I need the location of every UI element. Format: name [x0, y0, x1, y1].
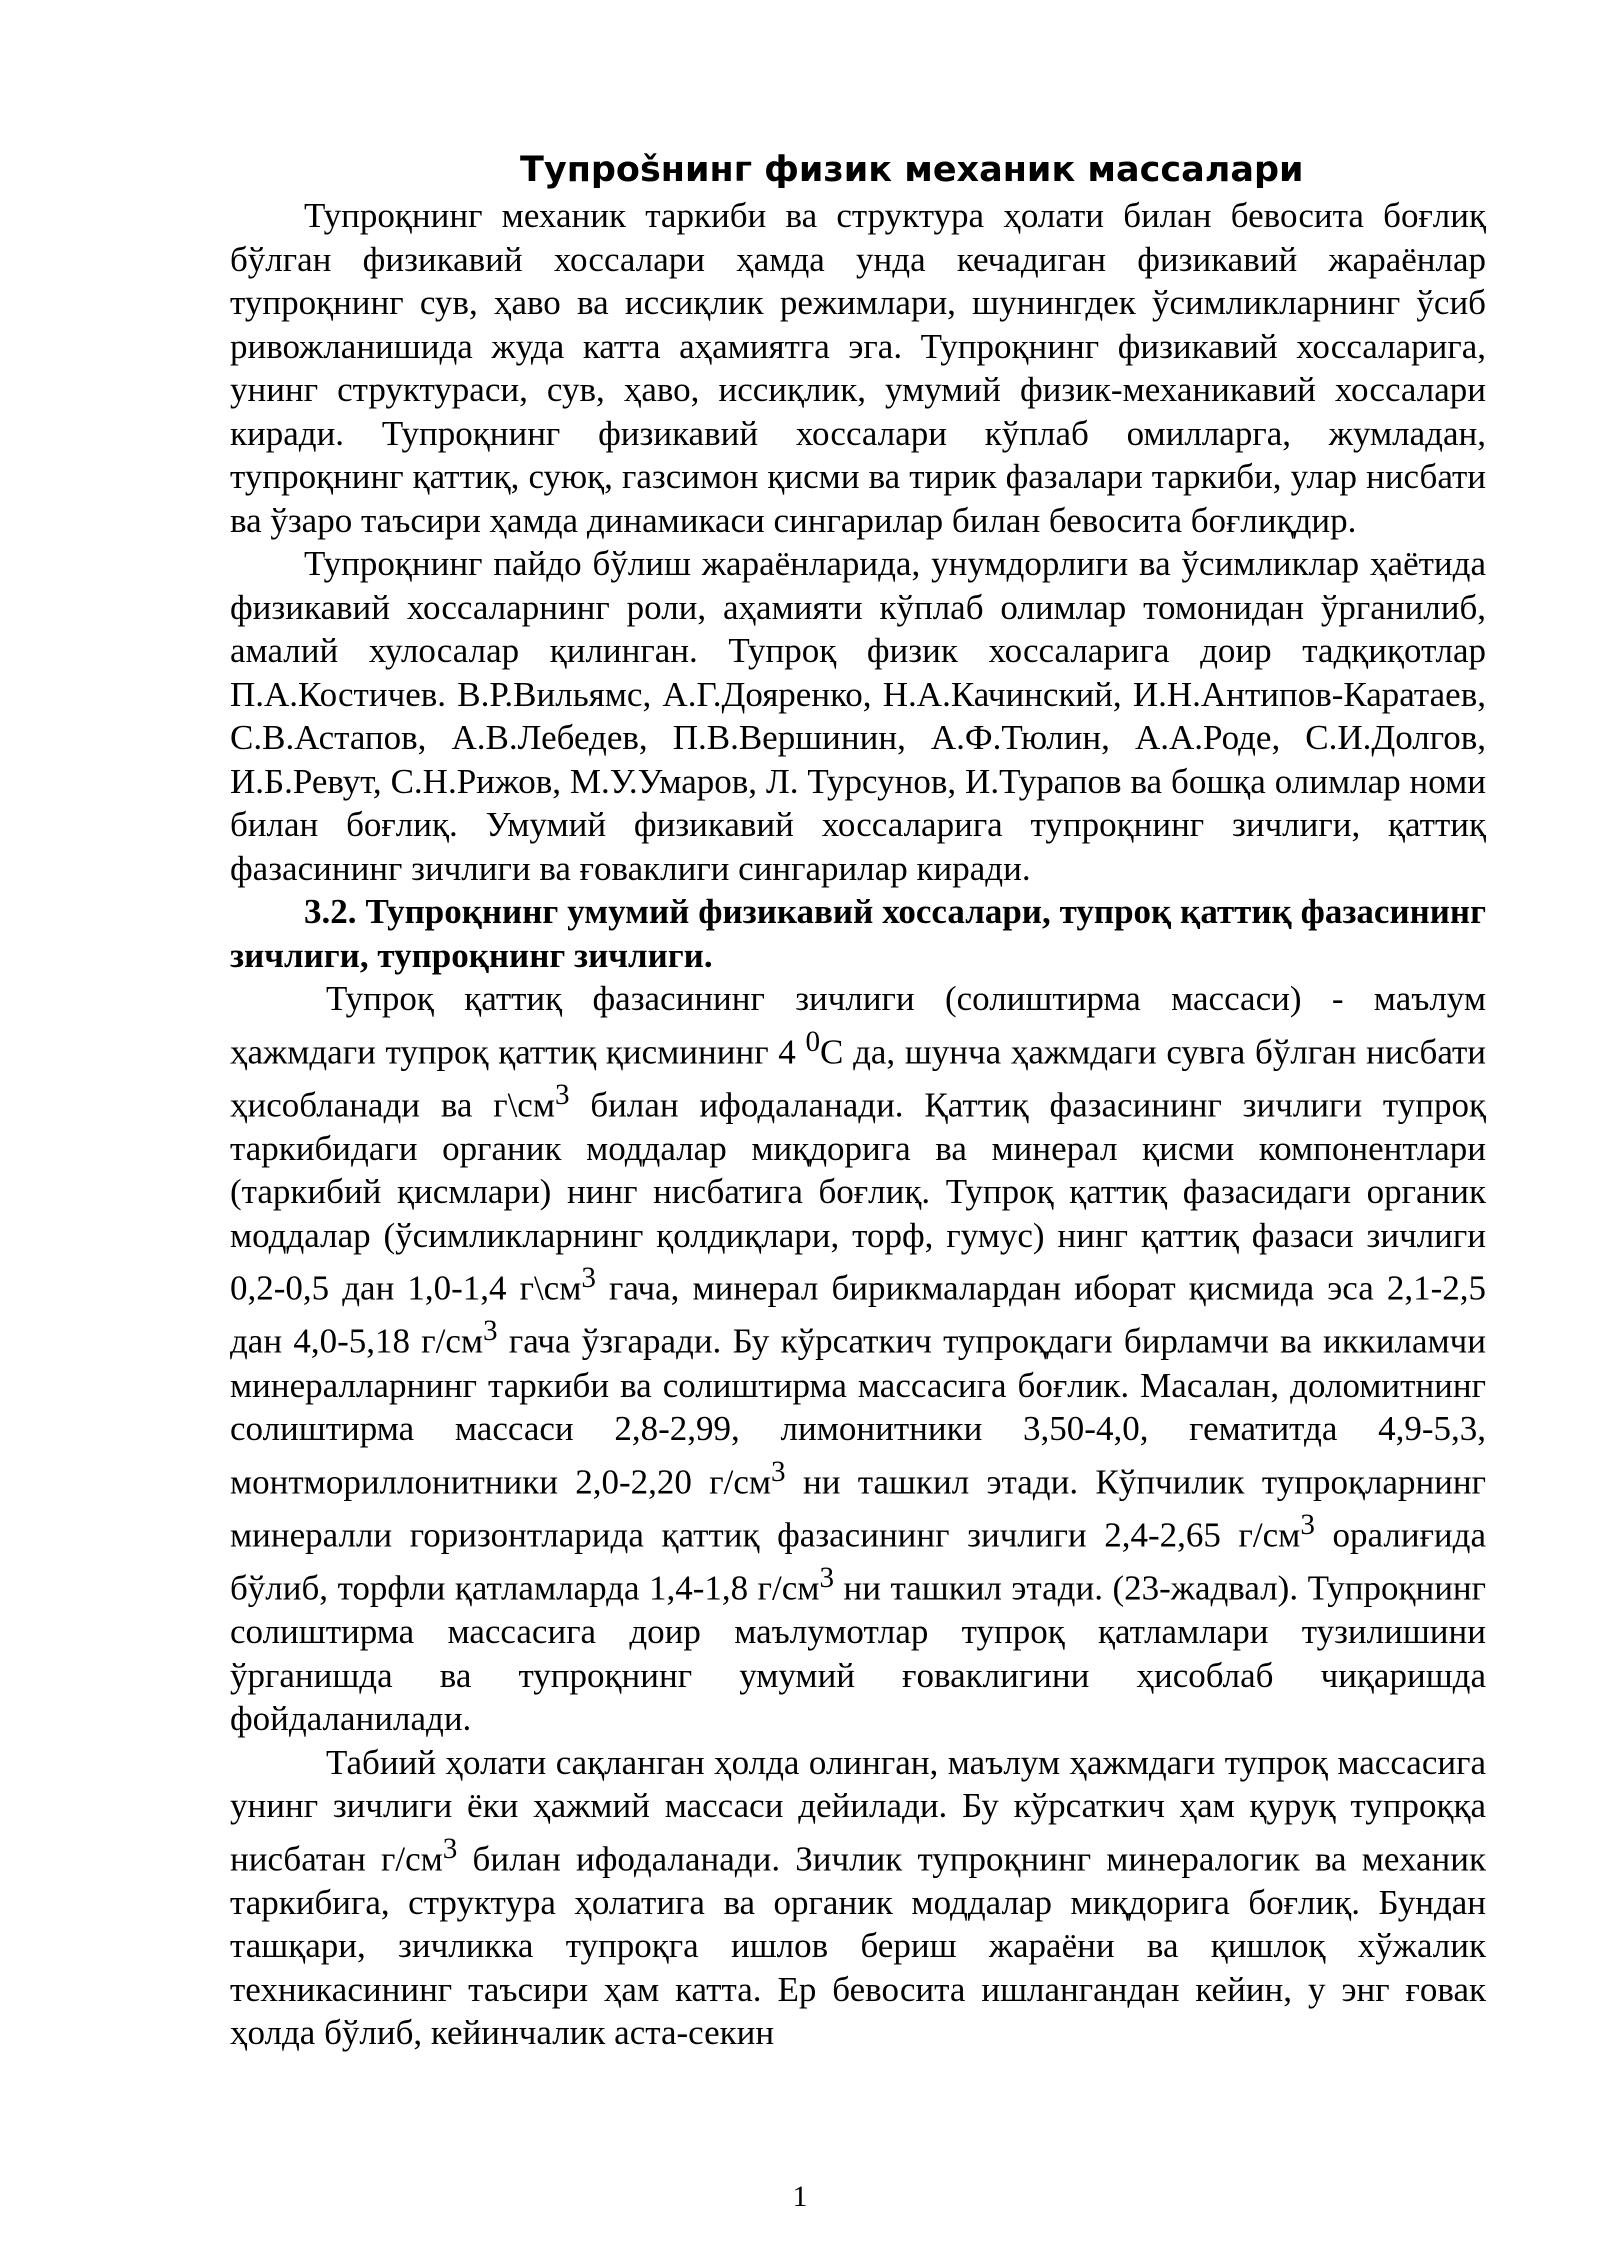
text-run: Табиий ҳолати сақланган ҳолда олинган, маълум ҳажмдаги тупроқ массасига унинг зичлиги ёки ҳажмий массаси дейилади. Бу кўрсаткич ҳам қуруқ тупроққа нисбатан г/см [230, 1742, 1486, 1879]
superscript: 3 [554, 1078, 570, 1111]
superscript: 3 [819, 1561, 835, 1594]
paragraph [230, 1741, 1486, 2055]
document-page [230, 148, 1486, 2055]
text-run: гача ўзгаради. Бу кўрсаткич тупроқдаги бирламчи ва иккиламчи минералларнинг таркиби ва солиштирма массасига боғлик. Масалан, доломитнинг солиштирма массаси 2,8-2,99, лимонитники 3,50-4,0, гематитда 4,9-5,3, монтмориллонитники 2,0-2,20 г/см [230, 1322, 1486, 1502]
text-run: Тупроқ қаттиқ фазасининг зичлиги (солиштирма массаси) - маълум ҳажмдаги тупроқ қаттиқ қисмининг 4 [230, 979, 1486, 1072]
superscript: 3 [442, 1832, 458, 1865]
superscript: 3 [483, 1315, 498, 1348]
superscript: 3 [1300, 1508, 1315, 1541]
text-run: оралиғида бўлиб, торфли қатламларда 1,4-1,8 г/см [230, 1515, 1487, 1608]
text-run: билан ифодаланади. Қаттиқ фазасининг зичлиги тупроқ таркибидаги органик моддалар миқдорига ва минерал қисми компонентлари (таркибий қисмлари) нинг нисбатига боғлиқ. Тупроқ қаттиқ фазасидаги органик моддалар (ўсимликларнинг қолдиқлари, торф, гумус) нинг қаттиқ фазаси зичлиги 0,2-0,5 дан 1,0-1,4 г\см [230, 1085, 1486, 1308]
text-run: билан ифодаланади. Зичлик тупроқнинг минералогик ва механик таркибига, структура ҳолатига ва органик моддалар миқдорига боғлиқ. Бундан ташқари, зичликка тупроқга ишлов бериш жараёни ва қишлоқ хўжалик техникасининг таъсири ҳам катта. Ер бевосита ишлангандан кейин, у энг ғовак ҳолда бўлиб, кейинчалик аста-секин [230, 1839, 1486, 2053]
superscript: 3 [581, 1262, 596, 1295]
paragraph: Тупроқнинг механик таркиби ва структура ҳолати билан бевосита боғлиқ бўлган физикавий хоссалари ҳамда унда кечадиган физикавий жараёнлар тупроқнинг сув, ҳаво ва иссиқлик режимлари, шунингдек ўсимликларнинг ўсиб ривожланишида жуда катта аҳамиятга эга. Тупроқнинг физикавий хоссаларига, унинг структураси, сув, ҳаво, иссиқлик, умумий физик-механикавий хоссалари киради. Тупроқнинг физикавий хоссалари кўплаб омилларга, жумладан, тупроқнинг қаттиқ, суюқ, газсимон қисми ва тирик фазалари таркиби, улар нисбати ва ўзаро таъсири ҳамда динамикаси сингарилар билан бевосита боғлиқдир. [230, 196, 1486, 540]
text-run: ни ташкил этади. (23-жадвал). Тупроқнинг солиштирма массасига доир маълумотлар тупроқ қатламлари тузилишини ўрганишда ва тупроқнинг умумий ғоваклигини ҳисоблаб чиқаришда фойдаланилади. [230, 1568, 1487, 1739]
superscript: 0 [805, 1025, 821, 1058]
paragraph: Тупроқнинг пайдо бўлиш жараёнларида, унумдорлиги ва ўсимликлар ҳаётида физикавий хоссаларнинг роли, аҳамияти кўплаб олимлар томонидан ўрганилиб, амалий хулосалар қилинган. Тупроқ физик хоссаларига доир тадқиқотлар П.А.Костичев. В.Р.Вильямс, А.Г.Дояренко, Н.А.Качинский, И.Н.Антипов-Каратаев, С.В.Астапов, А.В.Лебедев, П.В.Вершинин, А.Ф.Тюлин, А.А.Роде, С.И.Долгов, И.Б.Ревут, С.Н.Рижов, М.У.Умаров, Л. Турсунов, И.Турапов ва бошқа олимлар номи билан боғлиқ. Умумий физикавий хоссаларига тупроқнинг зичлиги, қаттиқ фазасининг зичлиги ва ғоваклиги сингарилар киради. [230, 544, 1486, 888]
text-run: ни ташкил этади. Кўпчилик тупроқларнинг минералли горизонтларида қаттиқ фазасининг зичлиги 2,4-2,65 г/см [230, 1462, 1486, 1555]
paragraph [230, 977, 1486, 1741]
page-number: 1 [792, 2180, 808, 2213]
document-title: Тупроšнинг физик механик массалари [520, 150, 1304, 190]
superscript: 3 [771, 1455, 786, 1488]
text-run: С да, шунча ҳажмдаги сувга бўлган нисбати ҳисобланади ва г\см [230, 1032, 1486, 1125]
section-heading: 3.2. Тупроқнинг умумий физикавий хоссалари, тупроқ қаттиқ фазасининг зичлиги, тупроқнинг зичлиги. [230, 892, 1486, 975]
text-run: гача, минерал бирикмалардан иборат қисмида эса 2,1-2,5 дан 4,0-5,18 г/см [230, 1268, 1486, 1362]
